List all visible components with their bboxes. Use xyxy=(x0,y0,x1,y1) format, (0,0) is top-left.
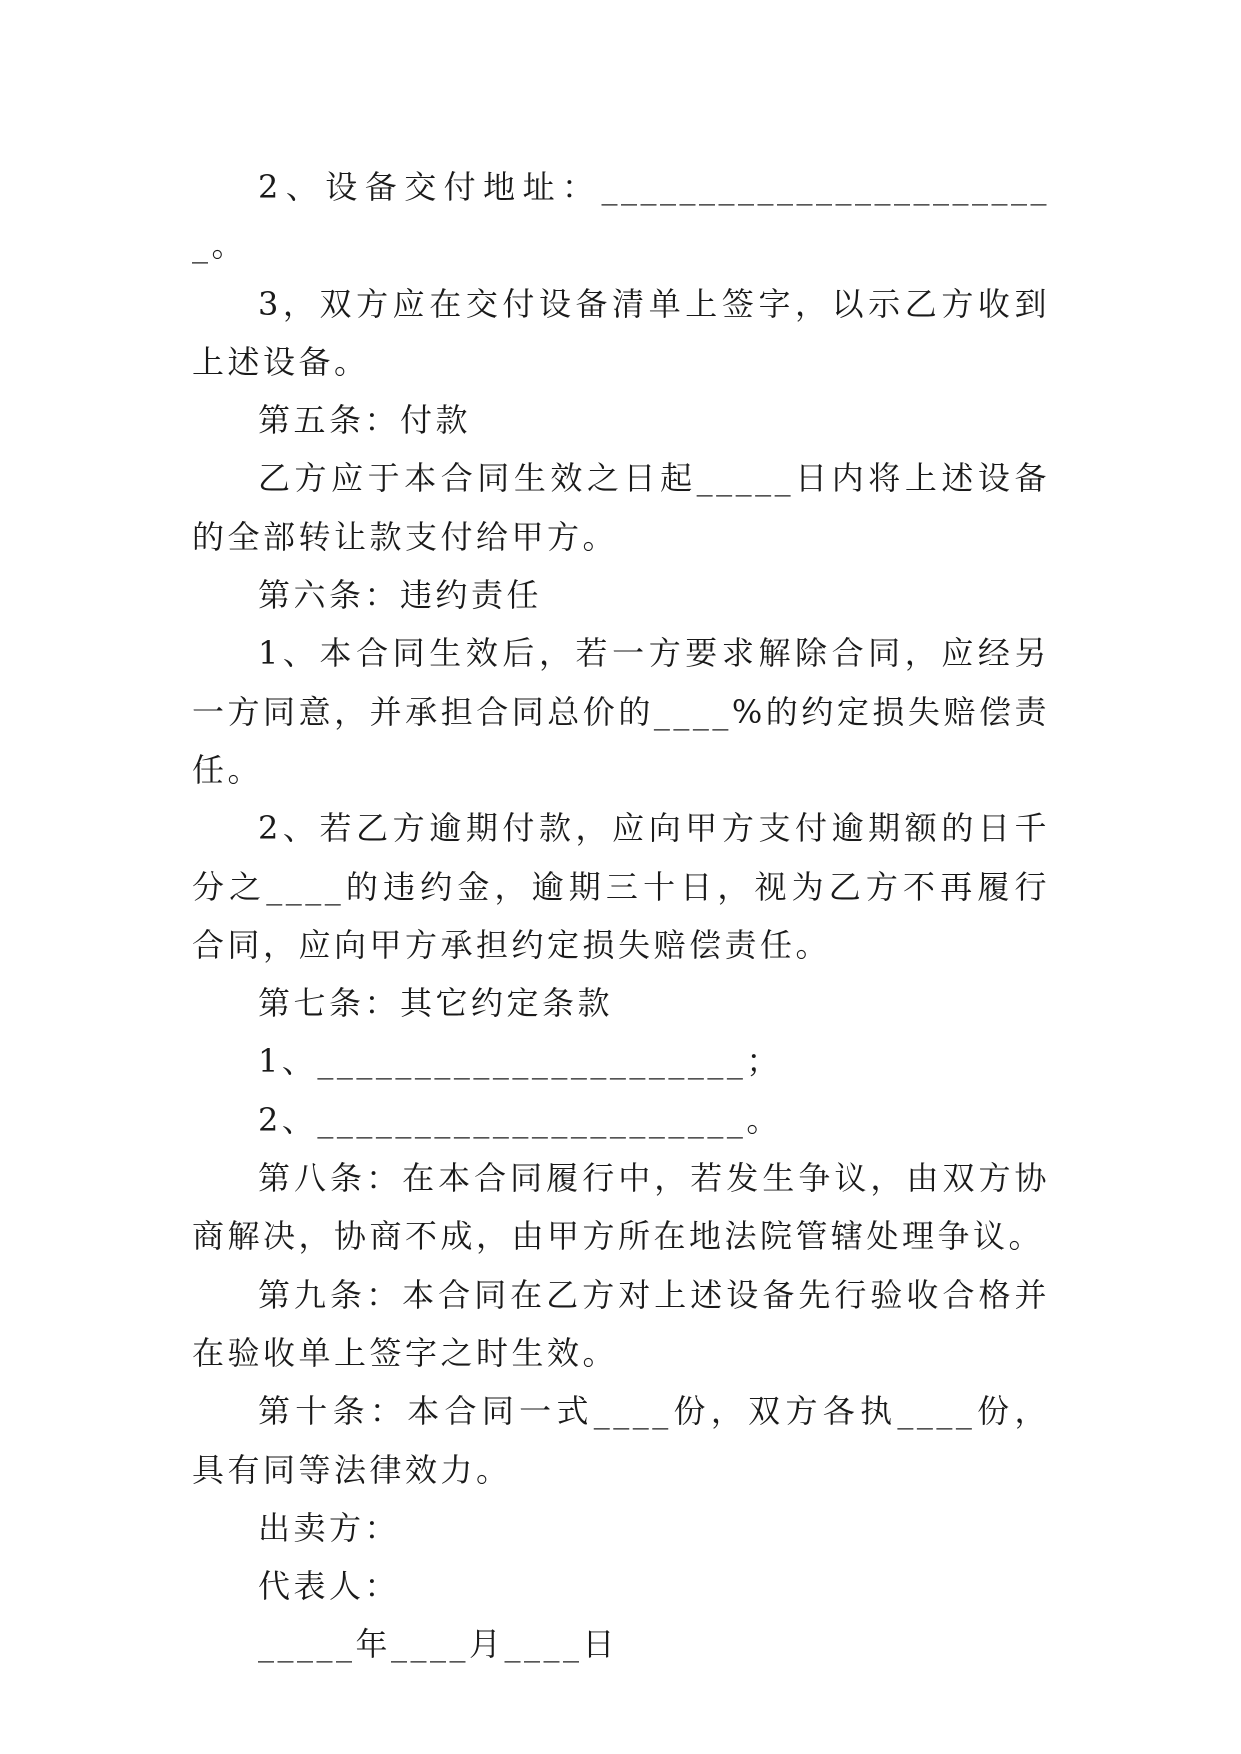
article-9-effective: 第九条：本合同在乙方对上述设备先行验收合格并在验收单上签字之时生效。 xyxy=(192,1275,1050,1372)
article-5-heading: 第五条：付款 xyxy=(258,401,472,440)
representative-label: 代表人： xyxy=(258,1567,401,1606)
article-6-item-2: 2、若乙方逾期付款，应向甲方支付逾期额的日千分之____的违约金，逾期三十日，视为乙方不再履行合同，应向甲方承担约定损失赔偿责任。 xyxy=(192,809,1050,964)
date-line: _____年____月____日 xyxy=(258,1625,619,1664)
article-7-heading: 第七条：其它约定条款 xyxy=(258,984,614,1023)
clause-delivery-address: 2、设备交付地址：________________________。 xyxy=(192,168,1050,265)
article-6-item-1: 1、本合同生效后，若一方要求解除合同，应经另一方同意，并承担合同总价的____%的约定损失赔偿责任。 xyxy=(192,634,1050,789)
clause-delivery-signing: 3，双方应在交付设备清单上签字，以示乙方收到上述设备。 xyxy=(192,284,1050,381)
article-7-item-2: 2、______________________。 xyxy=(258,1100,782,1139)
article-10-copies: 第十条：本合同一式____份，双方各执____份，具有同等法律效力。 xyxy=(192,1392,1050,1489)
contract-body xyxy=(192,158,1050,1674)
article-5-payment-text: 乙方应于本合同生效之日起_____日内将上述设备的全部转让款支付给甲方。 xyxy=(192,459,1050,556)
article-6-heading: 第六条：违约责任 xyxy=(258,576,543,615)
seller-label: 出卖方： xyxy=(258,1508,401,1547)
article-7-item-1: 1、______________________； xyxy=(258,1042,782,1081)
article-8-dispute: 第八条：在本合同履行中，若发生争议，由双方协商解决，协商不成，由甲方所在地法院管辖处理争议。 xyxy=(192,1159,1050,1256)
